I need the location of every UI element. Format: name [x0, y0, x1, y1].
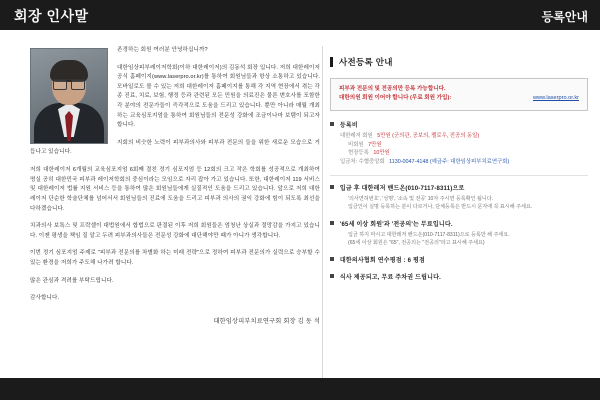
greeting-paragraph: 저희 대한레이저 6개월의 교육심포지엄 6회째 결친 정기 심포지엄 등 12회의 크고 작은 학회를 성공적으로 개최하여 명실 공히 대한민국 피부과 레이저학회의 중심이라는 모임으로 자리 잡아 가고 있습니다. 또한, 대한레이저 119 서비스 및 대한레이저 법률 지원 서비스 등을 통하여 많은 회원님들에게 실질적인 도움을 드리고 있습니다. 앞으로 저희 대한레이저 단순한 학술단체를 넘어서서 회원님들의 진료에 도움을 드리고 피부과 의사의 권익 강화에 힘이 되도록 최선을 다하겠습니다.: [30, 167, 320, 212]
info-heading: [330, 219, 588, 228]
section-title-label: 사전등록 안내: [339, 57, 393, 67]
signature: 대한임상피부치료연구회 회장 김 동 석: [213, 317, 320, 325]
greeting-paragraph: 많은 관심과 격려를 부탁드립니다.: [30, 277, 114, 284]
account-number: 1130-0047-4148 (예금주: 대한임상피부치료연구회): [389, 159, 510, 166]
fee-heading: [330, 120, 588, 129]
bullet-square-icon: [330, 185, 334, 189]
fee-row: [330, 149, 588, 158]
page-header: [0, 0, 600, 30]
section-title: [330, 56, 588, 68]
chairman-photo: [30, 48, 108, 144]
greeting-paragraph: 대한임상피부레이저학회(이하 대한레이저)의 김동석 회장 입니다. 저희 대한레이저 공식 홈페이지(www.laserpro.or.kr)를 통하여 회원님들과 항상 소통하고 있습니다. 모바일로도 볼 수 있는 저희 대한레이저 홈페이지를 통해 각 지역 현장에서 겪는 각종 진료, 치료, 보험, 행정 등과 관련된 모든 민원을 의료진은 물론 변호사를 포함한 각 분야의 전문가들이 즉각적으로 도움을 드리고 있습니다. 뿐만 아니라 매월 개최하는 교육심포지엄을 통하여 회원님들의 전문성 강화에 조금이나마 보탬이 되고자 합니다.: [117, 64, 320, 129]
info-note: 입금인이 실명 등록하는 분이 다르거나, 단체등록은 반드시 문자에 꼭 표시해 주세요.: [348, 204, 533, 211]
notice-line-1: [339, 85, 579, 94]
info-block: [330, 219, 588, 247]
bullet-square-icon: [330, 274, 334, 278]
bullet-square-icon: [330, 221, 334, 225]
info-block: [330, 183, 588, 211]
avatar: [30, 48, 108, 144]
fee-row-label: 대한레저 회원: [340, 132, 373, 139]
fee-block: [330, 120, 588, 167]
registration-link[interactable]: www.laserpro.or.kr: [532, 94, 579, 101]
greeting-paragraph: 치과의사 보톡스 및 프락셀이 대법원에서 합법으로 판결된 이후 저희 회원들은 엄청난 상실과 절망감을 가지고 있습니다. 이젠 평생을 책임 질 알고 두려 피부과의사들은 전문성 강화에 대단해야만 때가 아니가 생각합니다.: [30, 223, 320, 239]
column-divider: [322, 46, 323, 384]
fee-heading-label: 등록비: [339, 122, 358, 129]
greeting-paragraph: 존경하는 회원 여러분 안녕하십니까?: [117, 47, 208, 53]
eligibility-notice: [330, 78, 588, 111]
info-block: [330, 255, 588, 264]
bullet-square-icon: [330, 122, 334, 126]
soft-divider: [330, 175, 588, 176]
info-heading-label: '65세 이상 회원'과 '전공의'는 무료입니다.: [339, 222, 453, 229]
fee-row-value: 10만원: [373, 150, 390, 157]
page-title: 회장 인사말: [14, 8, 89, 24]
greeting-paragraph: 이번 정기 심포지엄 주제로 "피부과 전문의를 차별화 하는 미래 전략"으로 정하여 피부과 전문의가 실력으로 승부할 수 있는 환경을 저희가 주도해 나가려 합니다.: [30, 250, 320, 266]
info-heading: [330, 183, 588, 192]
info-heading-label: 입금 후 대한레저 밴드온(010-7117-8311)으로: [339, 185, 465, 192]
info-note: 입금 하지 마시고 대한레저 밴드온(010-7117-8311)으로 등록만 해 주세요.: [348, 232, 510, 239]
account-label: 입금처: 수협중앙회: [340, 159, 385, 166]
glasses-icon: [53, 79, 85, 88]
page-footer: [0, 378, 600, 400]
page-body: [0, 30, 600, 400]
bullet-square-icon: [330, 257, 334, 261]
fee-row: [330, 141, 588, 150]
notice-line-1-text: 피부과 전문의 및 전공의만 등록 가능합니다.: [339, 86, 446, 92]
title-bar-icon: [330, 57, 333, 67]
fee-row: [330, 132, 588, 141]
fee-row-label: 현장등록: [348, 150, 369, 157]
registration-column: [330, 56, 588, 289]
fee-row-value: 5만원 (군의관, 공보의, 펠로우, 전공의 동일): [377, 132, 480, 139]
notice-line-2: [339, 94, 579, 103]
header-subtitle: 등록안내: [541, 10, 588, 24]
info-heading: [330, 272, 588, 281]
fee-row-label: 비회원: [348, 141, 364, 148]
fee-row-value: 7만원: [368, 141, 382, 148]
info-heading-label: 식사 제공되고, 무료 주차권 드립니다.: [339, 275, 442, 282]
info-heading-label: 대한의사협회 연수평점 : 6 평점: [339, 258, 426, 265]
notice-line-2-text: 대한의원 회원 이어야 합니다 (무료 회원 가입):: [339, 94, 452, 101]
account-row: [330, 158, 588, 167]
greeting-column: [30, 44, 320, 325]
info-note: '의사면허번호', '성명', '소속 및 전공' 10자 주시면 등록확인 됩니다.: [348, 195, 494, 202]
greeting-paragraph: 지회의 비슷한 노력이 피부과의사와 피부과 전문의 들을 위한 새로운 모습으로 거듭나고 있습니다.: [30, 139, 320, 156]
greeting-paragraph: 감사합니다.: [30, 295, 60, 302]
info-block: [330, 272, 588, 281]
info-heading: [330, 255, 588, 264]
info-note: (65세 이상 회원은 "65", 전공의는 "전공의"라고 표시해 주세요): [348, 240, 485, 247]
